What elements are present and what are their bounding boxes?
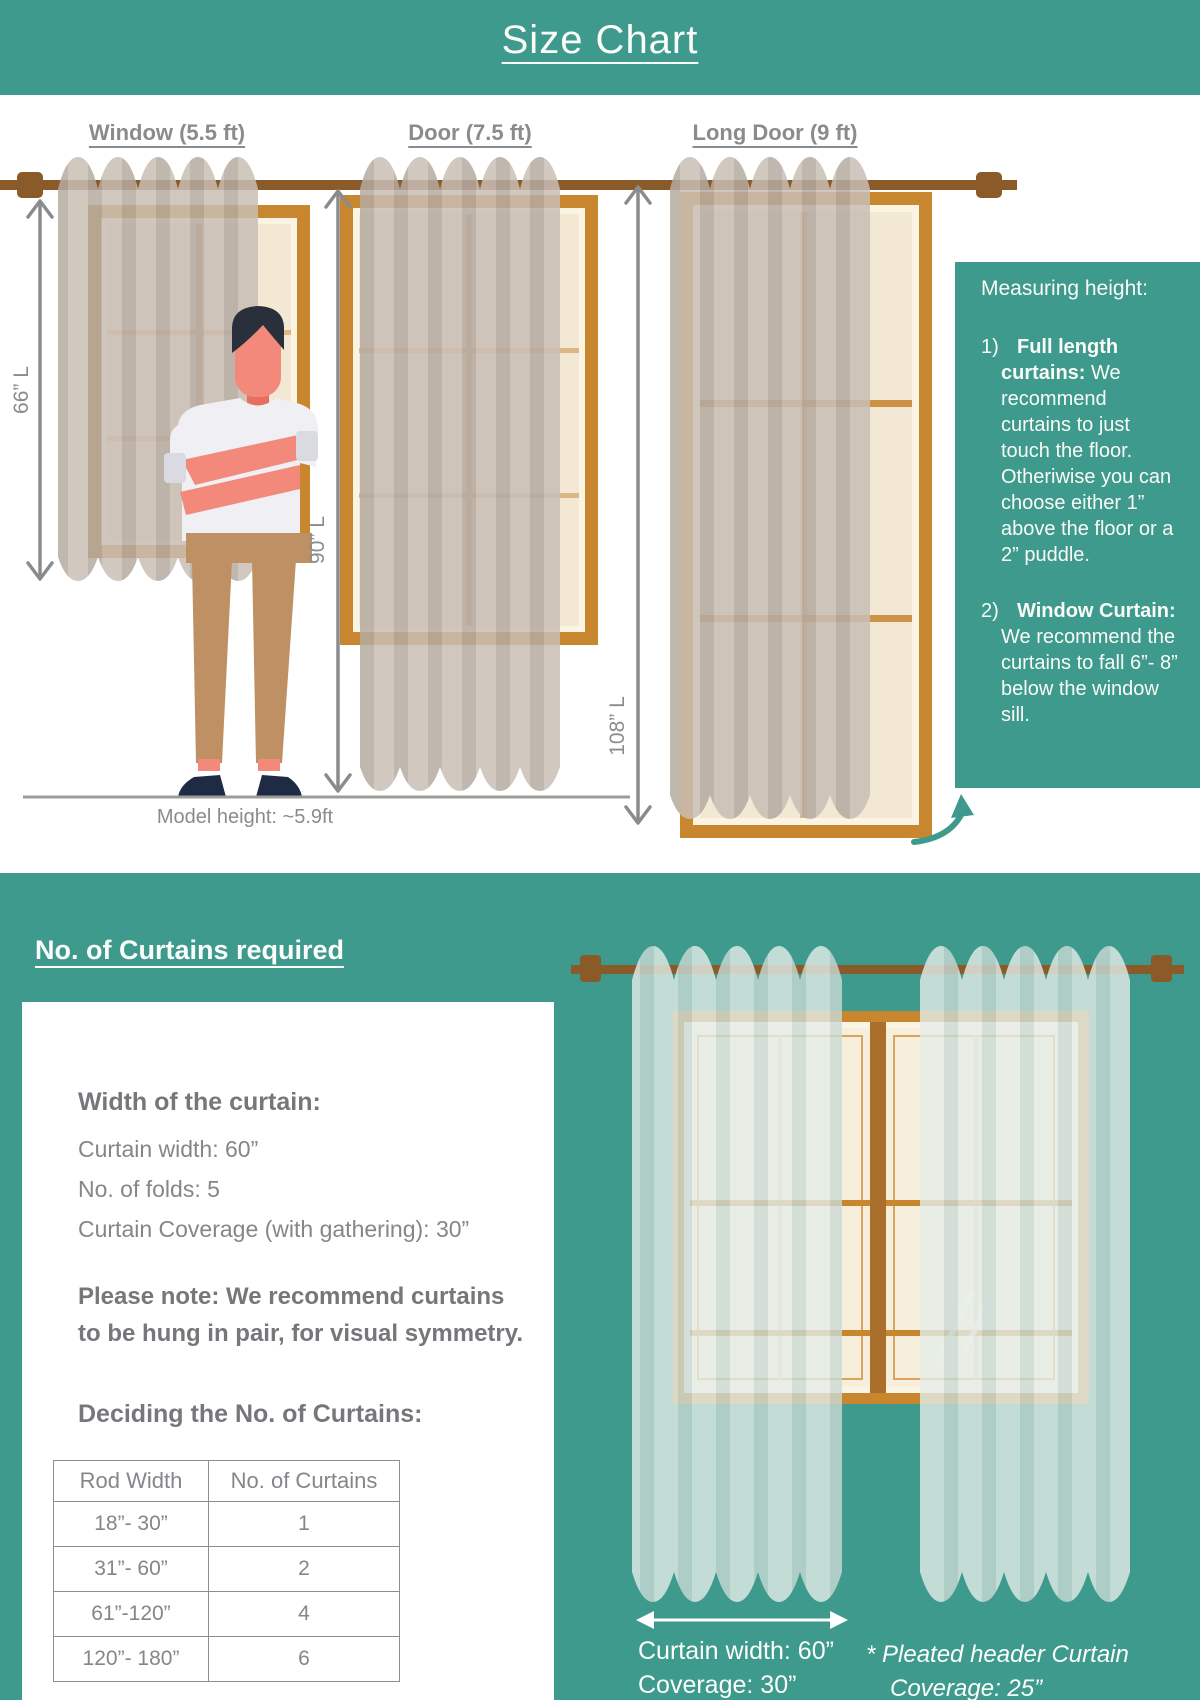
card-line-folds: No. of folds: 5 xyxy=(78,1176,220,1202)
page-title: Size Chart xyxy=(501,18,699,62)
curtain-90in xyxy=(360,157,560,791)
info-item-2 xyxy=(981,598,1178,728)
sheer-curtain-left xyxy=(632,946,842,1602)
header-rod-width: Rod Width xyxy=(54,1461,209,1502)
info-item-1 xyxy=(981,334,1178,568)
measure-label-66: 66” L xyxy=(10,366,33,414)
model-height-caption: Model height: ~5.9ft xyxy=(156,806,334,828)
info-box-title: Measuring height: xyxy=(981,277,1148,300)
card-line-coverage: Curtain Coverage (with gathering): 30” xyxy=(78,1216,470,1242)
table-header-row xyxy=(54,1461,400,1502)
width-arrow xyxy=(636,1611,848,1629)
curtain-width-caption: Curtain width: 60” Coverage: 30” xyxy=(638,1637,834,1699)
label-long-door: Long Door (9 ft) xyxy=(692,120,858,145)
rod-width-table xyxy=(53,1460,400,1682)
info-item-1-text: Full length curtains: We recommend curtains to just touch the floor. Otheriwise you can choose either 1” above the floor or a 2” puddle. xyxy=(1001,336,1174,566)
card-note: Please note: We recommend curtains to be hung in pair, for visual symmetry. xyxy=(78,1283,523,1347)
label-window: Window (5.5 ft) xyxy=(88,120,246,145)
table-row: 18”- 30” 1 xyxy=(54,1502,400,1547)
measure-label-90: 90” L xyxy=(306,516,329,564)
card-table-title: Deciding the No. of Curtains: xyxy=(78,1400,423,1428)
curtains-required-card xyxy=(22,1002,554,1700)
curtain-108in xyxy=(670,157,870,819)
measuring-height-box xyxy=(955,262,1200,788)
bottom-illustration xyxy=(540,900,1200,1700)
label-door: Door (7.5 ft) xyxy=(408,120,532,145)
card-width-title: Width of the curtain: xyxy=(78,1088,321,1116)
table-row: 120”- 180” 6 xyxy=(54,1637,400,1682)
header-no-curtains: No. of Curtains xyxy=(209,1461,400,1502)
table-row: 61”-120” 4 xyxy=(54,1592,400,1637)
sheer-curtain-right xyxy=(920,946,1130,1602)
card-line-width: Curtain width: 60” xyxy=(78,1136,259,1162)
bottom-heading: No. of Curtains required xyxy=(35,935,345,965)
measure-label-108: 108” L xyxy=(606,696,629,756)
info-item-2-number: 2) xyxy=(981,600,999,622)
pleated-note: * Pleated header Curtain Coverage: 25” xyxy=(866,1641,1129,1700)
info-item-2-text: Window Curtain: We recommend the curtains to fall 6”- 8” below the window sill. xyxy=(1001,600,1178,726)
info-item-1-number: 1) xyxy=(981,336,999,358)
table-row: 31”- 60” 2 xyxy=(54,1547,400,1592)
